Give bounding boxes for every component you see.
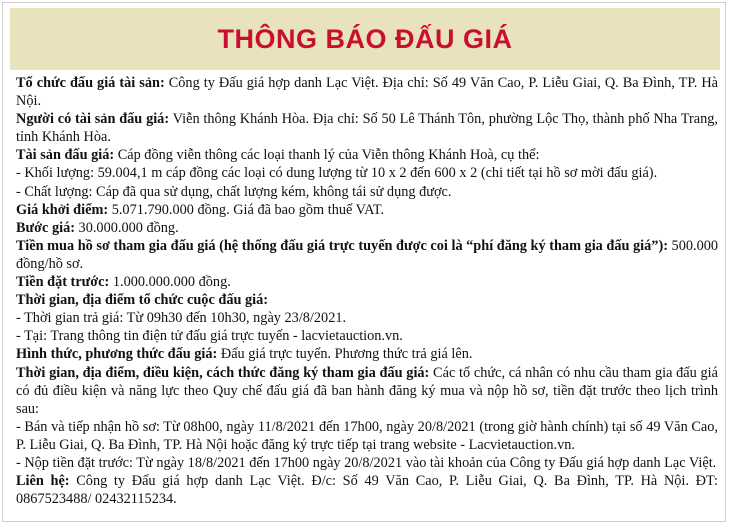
- start-price-label: Giá khởi điểm:: [16, 201, 109, 218]
- org-label: Tổ chức đấu giá tài sản:: [16, 75, 165, 91]
- step-paragraph: [16, 219, 718, 237]
- contact-label: Liên hệ:: [16, 473, 70, 490]
- start-price-text: 5.071.790.000 đồng. Giá đã bao gồm thuế VAT.: [108, 201, 385, 218]
- notice-body: [16, 74, 718, 508]
- contact-paragraph: [16, 472, 718, 508]
- conditions-paragraph: [16, 364, 718, 418]
- method-label: Hình thức, phương thức đấu giá:: [16, 346, 218, 363]
- owner-label: Người có tài sản đấu giá:: [16, 111, 170, 128]
- place-text: - Tại: Trang thông tin điện tử đấu giá trực tuyến - lacvietauction.vn.: [16, 328, 403, 345]
- deposit-text: 1.000.000.000 đồng.: [109, 274, 231, 291]
- page-title: THÔNG BÁO ĐẤU GIÁ: [217, 23, 513, 54]
- asset-volume: - Khối lượng: 59.004,1 m cáp đồng các loại có dung lượng từ 10 x 2 đến 600 x 2 (chi tiết tại hồ sơ mời đấu giá).: [16, 165, 658, 182]
- title-banner: [10, 8, 720, 70]
- contact-text: Công ty Đấu giá hợp danh Lạc Việt. Đ/c: Số 49 Văn Cao, P. Liễu Giai, Q. Ba Đình, TP. Hà Nội. ĐT: 0867523488/ 02432115234.: [16, 473, 718, 508]
- deposit-paragraph: [16, 273, 718, 291]
- conditions-label: Thời gian, địa điểm, điều kiện, cách thức đăng ký tham gia đấu giá:: [16, 364, 430, 381]
- step-label: Bước giá:: [16, 219, 75, 236]
- step-text: 30.000.000 đồng.: [74, 219, 179, 236]
- asset-paragraph: [16, 146, 718, 164]
- fee-text: 500.000 đồng/hồ sơ.: [16, 237, 719, 272]
- method-text: Đấu giá trực tuyến. Phương thức trả giá lên.: [217, 346, 473, 363]
- owner-text: Viễn thông Khánh Hòa. Địa chỉ: Số 50 Lê Thánh Tôn, phường Lộc Thọ, thành phố Nha Trang, tỉnh Khánh Hòa.: [16, 111, 718, 146]
- asset-text: Cáp đồng viễn thông các loại thanh lý của Viễn thông Khánh Hoà, cụ thể:: [114, 147, 540, 164]
- org-text: Công ty Đấu giá hợp danh Lạc Việt. Địa chỉ: Số 49 Văn Cao, P. Liễu Giai, Q. Ba Đình, TP. Hà Nội.: [16, 75, 719, 110]
- method-paragraph: [16, 345, 718, 363]
- start-price-paragraph: [16, 201, 718, 219]
- fee-label: Tiền mua hồ sơ tham gia đấu giá (hệ thống đấu giá trực tuyến được coi là “phí đăng ký tham gia đấu giá”):: [16, 237, 668, 254]
- fee-paragraph: [16, 237, 718, 273]
- deposit-label: Tiền đặt trước:: [16, 274, 110, 291]
- asset-quality: - Chất lượng: Cáp đã qua sử dụng, chất lượng kém, không tái sử dụng được.: [16, 183, 452, 200]
- time-paragraph: [16, 291, 718, 309]
- asset-label: Tài sản đấu giá:: [16, 147, 115, 164]
- time-label: Thời gian, địa điểm tổ chức cuộc đấu giá:: [16, 292, 269, 309]
- conditions-text: Các tổ chức, cá nhân có nhu cầu tham gia đấu giá có đủ điều kiện và năng lực theo Quy chế đấu giá đã ban hành đăng ký mua và nộp hồ sơ, tiền đặt trước theo lịch trình sau:: [16, 364, 718, 417]
- sale-text: - Bán và tiếp nhận hồ sơ: Từ 08h00, ngày 11/8/2021 đến 17h00, ngày 20/8/2021 (trong giờ hành chính) tại số 49 Văn Cao, P. Liễu Giai, Q. Ba Đình, TP. Hà Nội hoặc đăng ký trực tiếp tại trang website - Lacvietauction.vn.: [16, 418, 718, 453]
- owner-paragraph: [16, 110, 718, 146]
- time-text: - Thời gian trả giá: Từ 09h30 đến 10h30, ngày 23/8/2021.: [16, 310, 347, 327]
- org-paragraph: [16, 74, 718, 110]
- deposit-time-text: - Nộp tiền đặt trước: Từ ngày 18/8/2021 đến 17h00 ngày 20/8/2021 vào tài khoản của Công ty Đấu giá hợp danh Lạc Việt.: [16, 454, 717, 471]
